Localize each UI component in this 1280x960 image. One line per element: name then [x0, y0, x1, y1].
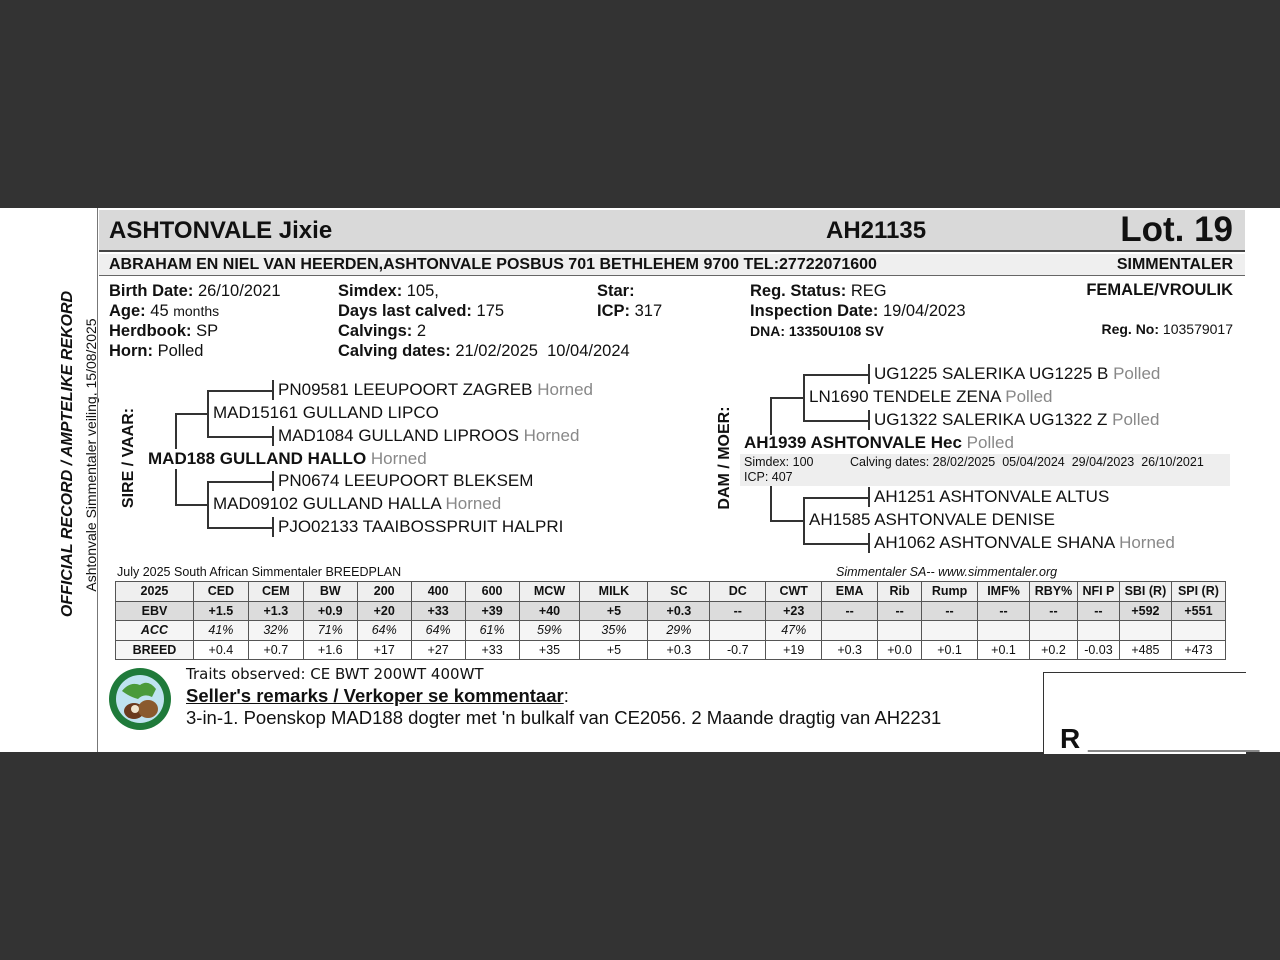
sire-dam-sire [278, 471, 533, 491]
calvings: 2 [416, 322, 427, 340]
ebv-cell: +0.9 [303, 601, 357, 621]
label: Birth Date: [109, 282, 194, 300]
lot-card [0, 208, 1280, 752]
sex: FEMALE/VROULIK [1086, 281, 1233, 299]
reg-status: REG [850, 282, 887, 300]
dam-icp: ICP: 407 [744, 470, 793, 484]
header-cell: SBI (R) [1119, 582, 1171, 602]
header-cell: CWT [766, 582, 822, 602]
header-cell: NFI P [1077, 582, 1119, 602]
ebv-cell: +33 [411, 601, 465, 621]
header-cell: CED [193, 582, 248, 602]
breed-cell: +19 [766, 640, 822, 660]
acc-cell [1029, 621, 1077, 641]
header-cell: Rib [878, 582, 922, 602]
ebv-cell: +1.5 [193, 601, 248, 621]
herdbook: SP [196, 322, 219, 340]
breed-cell: +35 [519, 640, 580, 660]
acc-cell: 35% [580, 621, 648, 641]
header-cell: 2025 [116, 582, 194, 602]
breed-cell: +0.4 [193, 640, 248, 660]
horn-status: Polled [1112, 410, 1160, 429]
dam-calving-dates: Calving dates: 28/02/2025 05/04/2024 29/04/2023 26/10/2021 [850, 455, 1204, 469]
acc-cell: ACC [116, 621, 194, 641]
ebv-cell: +592 [1119, 601, 1171, 621]
acc-cell [1077, 621, 1119, 641]
title-bar [99, 210, 1245, 252]
animal-info-col1 [109, 281, 281, 361]
horn-status: Horned [370, 449, 427, 468]
sire-sire [213, 403, 439, 423]
animal-name: AH1585 ASHTONVALE DENISE [809, 510, 1055, 529]
auction-subtitle: Ashtonvale Simmentaler veiling, 15/08/2025 [83, 318, 99, 592]
simmentaler-logo [108, 667, 172, 731]
breed-cell: +485 [1119, 640, 1171, 660]
ebv-cell: -- [978, 601, 1030, 621]
label: Calving dates: [338, 342, 451, 360]
animal-id: AH21135 [826, 217, 927, 244]
owner-bar [99, 254, 1245, 276]
age-unit: months [173, 303, 220, 319]
birth-date: 26/10/2021 [197, 282, 281, 300]
breedplan-table [115, 581, 1226, 660]
header-cell: SC [648, 582, 710, 602]
sire-sire-sire [278, 380, 593, 400]
sire-dam-dam [278, 517, 563, 537]
header-cell: 600 [465, 582, 519, 602]
breed-cell: +0.7 [248, 640, 303, 660]
dam-sire-dam [874, 410, 1159, 430]
header-cell: IMF% [978, 582, 1030, 602]
ebv-cell: +1.3 [248, 601, 303, 621]
breed-cell: +473 [1171, 640, 1225, 660]
acc-cell [922, 621, 978, 641]
ebv-cell: -- [1029, 601, 1077, 621]
ebv-cell: +40 [519, 601, 580, 621]
label: ICP: [597, 302, 630, 320]
simdex: 105, [406, 282, 439, 300]
price-field[interactable]: R ___________ [1060, 723, 1260, 754]
remarks-text: 3-in-1. Poenskop MAD188 dogter met 'n bulkalf van CE2056. 2 Maande dragtig van AH2231 [186, 707, 942, 728]
dam-dam [809, 510, 1055, 530]
official-record-title: OFFICIAL RECORD / AMPTELIKE REKORD [59, 290, 76, 618]
breed-cell: -0.7 [710, 640, 766, 660]
horn-status: Polled [966, 433, 1014, 452]
animal-name: PN09581 LEEUPOORT ZAGREB [278, 380, 533, 399]
breed-cell: +0.3 [822, 640, 878, 660]
animal-info-col3 [597, 281, 662, 321]
horn-status: Horned [523, 426, 580, 445]
header-cell: SPI (R) [1171, 582, 1225, 602]
horn-status: Horned [537, 380, 593, 399]
label: Simdex: [338, 282, 403, 300]
breed-name: SIMMENTALER [1116, 256, 1233, 273]
acc-cell: 64% [411, 621, 465, 641]
breed-cell: +0.1 [922, 640, 978, 660]
acc-row [116, 621, 1226, 641]
breed-cell: +5 [580, 640, 648, 660]
label: Calvings: [338, 322, 413, 340]
days-last-calved: 175 [476, 302, 505, 320]
header-cell: EMA [822, 582, 878, 602]
header-row [116, 582, 1226, 602]
breed-cell: +0.1 [978, 640, 1030, 660]
sire [148, 449, 427, 469]
animal-name: LN1690 TENDELE ZENA [809, 387, 1001, 406]
acc-cell: 71% [303, 621, 357, 641]
animal-name: AH1251 ASHTONVALE ALTUS [874, 487, 1110, 506]
ebv-cell: -- [1077, 601, 1119, 621]
animal-name: PN0674 LEEUPOORT BLEKSEM [278, 471, 534, 490]
header-cell: RBY% [1029, 582, 1077, 602]
animal-name: MAD188 GULLAND HALLO [148, 449, 367, 468]
acc-cell: 64% [357, 621, 411, 641]
remarks-heading-text: Seller's remarks / Verkoper se kommentaar [186, 685, 564, 706]
dam-dam-dam [874, 533, 1175, 553]
dam-label: DAM / MOER: [716, 406, 733, 510]
ebv-cell: +39 [465, 601, 519, 621]
ebv-cell: +551 [1171, 601, 1225, 621]
breed-cell: +0.0 [878, 640, 922, 660]
animal-name: UG1225 SALERIKA UG1225 B [874, 364, 1109, 383]
ebv-cell: -- [878, 601, 922, 621]
sire-label: SIRE / VAAR: [120, 407, 137, 509]
label: Horn: [109, 342, 153, 360]
breed-cell: +1.6 [303, 640, 357, 660]
acc-cell [978, 621, 1030, 641]
header-cell: 200 [357, 582, 411, 602]
animal-name: AH1939 ASHTONVALE Hec [744, 433, 962, 452]
animal-name: MAD1084 GULLAND LIPROOS [278, 426, 519, 445]
animal-name: AH1062 ASHTONVALE SHANA [874, 533, 1115, 552]
header-cell: Rump [922, 582, 978, 602]
ebv-cell: +23 [766, 601, 822, 621]
acc-cell: 59% [519, 621, 580, 641]
acc-cell: 47% [766, 621, 822, 641]
ebv-cell: +20 [357, 601, 411, 621]
dam-details [740, 454, 1230, 486]
dam-sire-sire [874, 364, 1160, 384]
horn-status: Horned [445, 494, 502, 513]
sire-dam [213, 494, 501, 514]
animal-info-col4 [750, 281, 966, 341]
owner-details: ABRAHAM EN NIEL VAN HEERDEN,ASHTONVALE POSBUS 701 BETHLEHEM 9700 TEL:27722071600 [109, 256, 877, 273]
price-box [1043, 672, 1260, 754]
label: Inspection Date: [750, 302, 879, 320]
lot-number: Lot. 19 [1120, 210, 1233, 249]
breedplan-title: July 2025 South African Simmentaler BREEDPLAN [117, 565, 402, 579]
ebv-cell: EBV [116, 601, 194, 621]
icp: 317 [634, 302, 663, 320]
ebv-cell: +5 [580, 601, 648, 621]
breed-row [116, 640, 1226, 660]
animal-name: UG1322 SALERIKA UG1322 Z [874, 410, 1108, 429]
dam [744, 433, 1014, 453]
label: Herdbook: [109, 322, 192, 340]
animal-name: MAD09102 GULLAND HALLA [213, 494, 441, 513]
acc-cell: 61% [465, 621, 519, 641]
age: 45 [150, 302, 169, 320]
animal-info-col2 [338, 281, 630, 361]
ebv-cell: -- [922, 601, 978, 621]
acc-cell: 32% [248, 621, 303, 641]
sire-sire-dam [278, 426, 579, 446]
acc-cell: 29% [648, 621, 710, 641]
dam-simdex: Simdex: 100 [744, 455, 814, 469]
calving-dates: 21/02/2025 10/04/2024 [455, 342, 630, 360]
horn-status: Polled [1113, 364, 1161, 383]
acc-cell [822, 621, 878, 641]
acc-cell [1171, 621, 1225, 641]
breed-cell: +33 [465, 640, 519, 660]
header-cell: CEM [248, 582, 303, 602]
reg-no-value: 103579017 [1162, 321, 1233, 337]
breedplan-source: Simmentaler SA-- www.simmentaler.org [836, 565, 1058, 579]
breed-cell: +27 [411, 640, 465, 660]
animal-name: MAD15161 GULLAND LIPCO [213, 403, 439, 422]
breed-cell: BREED [116, 640, 194, 660]
breed-cell: +17 [357, 640, 411, 660]
reg-no [1101, 321, 1233, 337]
colon: : [563, 685, 569, 706]
ebv-row [116, 601, 1226, 621]
acc-cell [710, 621, 766, 641]
ebv-cell: +0.3 [648, 601, 710, 621]
animal-name: ASHTONVALE Jixie [109, 217, 333, 244]
animal-name: PJO02133 TAAIBOSSPRUIT HALPRI [278, 517, 564, 536]
header-cell: MILK [580, 582, 648, 602]
header-cell: DC [710, 582, 766, 602]
remarks-heading [186, 685, 569, 707]
star-label: Star: [597, 282, 635, 300]
dam-dam-sire [874, 487, 1109, 507]
breed-cell: -0.03 [1077, 640, 1119, 660]
label: Days last calved: [338, 302, 472, 320]
label: Age: [109, 302, 146, 320]
ebv-cell: -- [822, 601, 878, 621]
breed-cell: +0.3 [648, 640, 710, 660]
horn-status: Polled [1005, 387, 1053, 406]
header-cell: BW [303, 582, 357, 602]
dna: DNA: 13350U108 SV [750, 323, 884, 339]
acc-cell [1119, 621, 1171, 641]
dam-sire [809, 387, 1053, 407]
header-cell: 400 [411, 582, 465, 602]
breed-cell: +0.2 [1029, 640, 1077, 660]
label: Reg. No: [1101, 321, 1160, 337]
traits-observed: Traits observed: CE BWT 200WT 400WT [186, 665, 484, 683]
horn: Polled [157, 342, 204, 360]
header-cell: MCW [519, 582, 580, 602]
ebv-cell: -- [710, 601, 766, 621]
acc-cell: 41% [193, 621, 248, 641]
acc-cell [878, 621, 922, 641]
label: Reg. Status: [750, 282, 847, 300]
inspection-date: 19/04/2023 [882, 302, 966, 320]
horn-status: Horned [1119, 533, 1175, 552]
